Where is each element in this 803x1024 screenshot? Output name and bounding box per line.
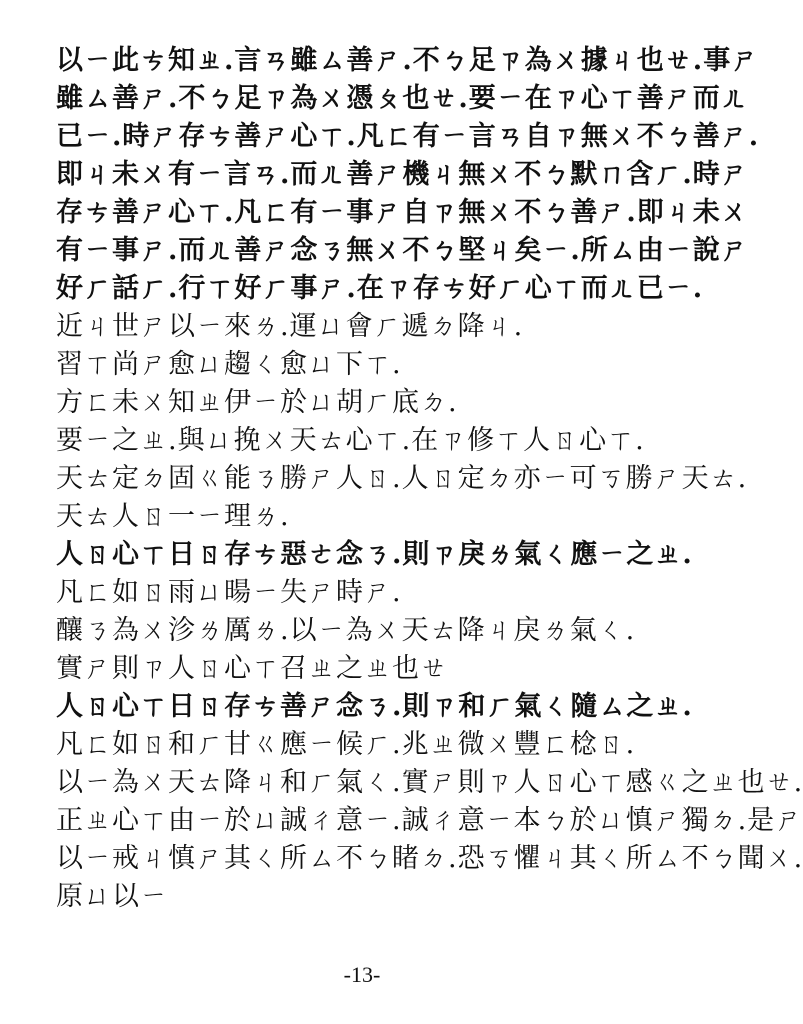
text-line-5: 存ㄘ善ㄕ心ㄒ.凡ㄈ有ㄧ事ㄕ自ㄗ無ㄨ不ㄅ善ㄕ.即ㄐ未ㄨ <box>56 197 749 228</box>
text-line-2: 雖ㄙ善ㄕ.不ㄅ足ㄗ為ㄨ憑ㄆ也ㄝ.要ㄧ在ㄗ心ㄒ善ㄕ而ㄦ <box>56 83 749 114</box>
text-line-3: 已ㄧ.時ㄕ存ㄘ善ㄕ心ㄒ.凡ㄈ有ㄧ言ㄢ自ㄗ無ㄨ不ㄅ善ㄕ. <box>56 121 760 152</box>
text-line-13: 天ㄊ人ㄖ一ㄧ理ㄌ. <box>56 501 290 532</box>
page-number: -13- <box>343 962 381 987</box>
text-line-21: 正ㄓ心ㄒ由ㄧ於ㄩ誠ㄔ意ㄧ.誠ㄔ意ㄧ本ㄅ於ㄩ慎ㄕ獨ㄉ.是ㄕ <box>56 805 803 836</box>
text-line-23: 原ㄩ以ㄧ <box>56 881 168 912</box>
text-line-14: 人ㄖ心ㄒ日ㄖ存ㄘ惡ㄜ念ㄋ.則ㄗ戾ㄌ氣ㄑ應ㄧ之ㄓ. <box>56 539 693 570</box>
text-line-11: 要ㄧ之ㄓ.與ㄩ挽ㄨ天ㄊ心ㄒ.在ㄗ修ㄒ人ㄖ心ㄒ. <box>56 425 645 456</box>
text-line-10: 方ㄈ未ㄨ知ㄓ伊ㄧ於ㄩ胡ㄏ底ㄉ. <box>56 387 458 418</box>
text-body <box>56 42 803 916</box>
text-line-18: 人ㄖ心ㄒ日ㄖ存ㄘ善ㄕ念ㄋ.則ㄗ和ㄏ氣ㄑ隨ㄙ之ㄓ. <box>56 691 693 722</box>
text-line-19: 凡ㄈ如ㄖ和ㄏ甘ㄍ應ㄧ候ㄏ.兆ㄓ微ㄨ豐ㄈ棯ㄖ. <box>56 729 636 760</box>
text-line-12: 天ㄊ定ㄉ固ㄍ能ㄋ勝ㄕ人ㄖ.人ㄖ定ㄉ亦ㄧ可ㄎ勝ㄕ天ㄊ. <box>56 463 748 494</box>
text-line-22: 以ㄧ戒ㄐ慎ㄕ其ㄑ所ㄙ不ㄅ睹ㄉ.恐ㄎ懼ㄐ其ㄑ所ㄙ不ㄅ聞ㄨ. <box>56 843 803 874</box>
text-line-16: 釀ㄋ為ㄨ沴ㄌ厲ㄌ.以ㄧ為ㄨ天ㄊ降ㄐ戾ㄌ氣ㄑ. <box>56 615 636 646</box>
text-line-20: 以ㄧ為ㄨ天ㄊ降ㄐ和ㄏ氣ㄑ.實ㄕ則ㄗ人ㄖ心ㄒ感ㄍ之ㄓ也ㄝ. <box>56 767 803 798</box>
text-line-6: 有ㄧ事ㄕ.而ㄦ善ㄕ念ㄋ無ㄨ不ㄅ堅ㄐ矣ㄧ.所ㄙ由ㄧ說ㄕ <box>56 235 749 266</box>
text-line-4: 即ㄐ未ㄨ有ㄧ言ㄢ.而ㄦ善ㄕ機ㄐ無ㄨ不ㄅ默ㄇ含ㄏ.時ㄕ <box>56 159 749 190</box>
text-line-7: 好ㄏ話ㄏ.行ㄒ好ㄏ事ㄕ.在ㄗ存ㄘ好ㄏ心ㄒ而ㄦ已ㄧ. <box>56 273 704 304</box>
text-line-9: 習ㄒ尚ㄕ愈ㄩ趨ㄑ愈ㄩ下ㄒ. <box>56 349 402 380</box>
text-line-1: 以ㄧ此ㄘ知ㄓ.言ㄢ雖ㄙ善ㄕ.不ㄅ足ㄗ為ㄨ據ㄐ也ㄝ.事ㄕ <box>56 45 760 76</box>
text-line-8: 近ㄐ世ㄕ以ㄧ來ㄌ.運ㄩ會ㄏ遞ㄉ降ㄐ. <box>56 311 524 342</box>
text-line-15: 凡ㄈ如ㄖ雨ㄩ暘ㄧ失ㄕ時ㄕ. <box>56 577 402 608</box>
text-line-17: 實ㄕ則ㄗ人ㄖ心ㄒ召ㄓ之ㄓ也ㄝ <box>56 653 448 684</box>
